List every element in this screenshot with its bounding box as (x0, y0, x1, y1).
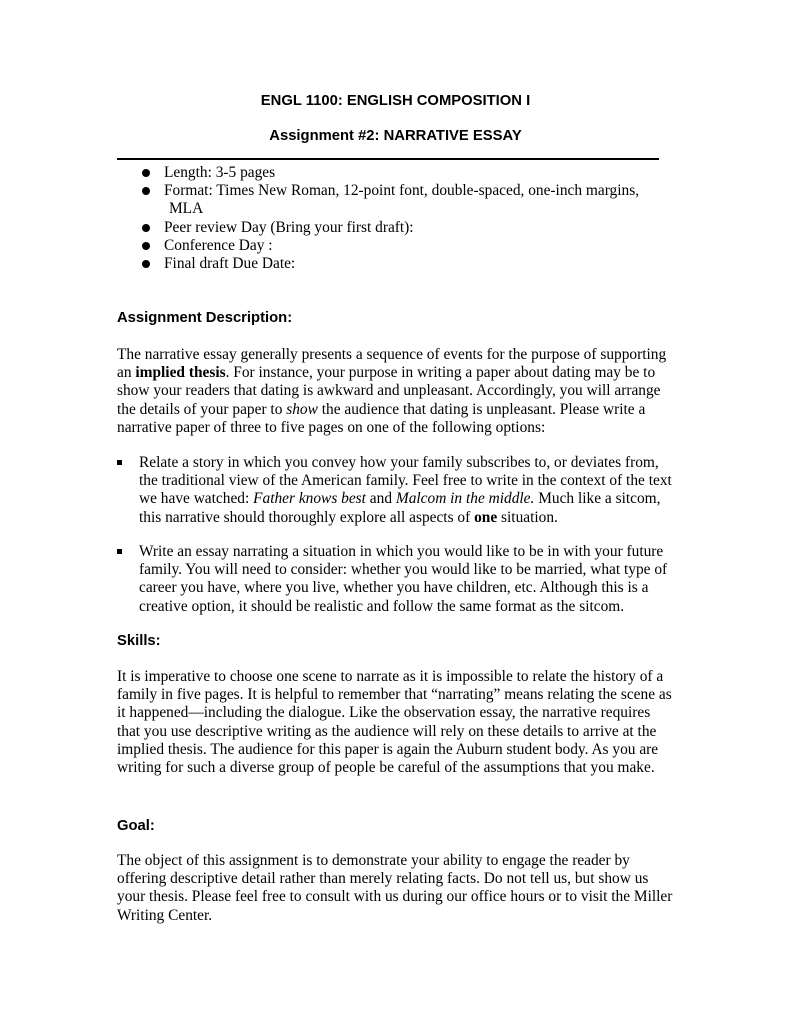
skills-paragraph: It is imperative to choose one scene to narrate as it is impossible to relate the history of a family in five pages. It is helpful to remember that “narrating” means relating the scene as it happened—including the dialogue. Like the observation essay, the narrative requires that you use descriptive writing as the audience will rely on these details to arrive at the implied thesis. The audience for this paper is again the Auburn student body. As you are writing for such a diverse group of people be careful of the assumptions that you make. (117, 668, 672, 777)
description-bold-text: implied thesis (135, 364, 226, 382)
option-item-1 (117, 454, 677, 527)
bullet-icon (142, 187, 150, 195)
square-bullet-icon (117, 549, 122, 554)
option-text: Write an essay narrating a situation in which you would like to be in with your future family. You will need to consider: whether you would like to be married, what type of career you have, where you live, whether you have children, etc. Although this is a creative option, it should be realistic and follow the same format as the sitcom. (139, 543, 668, 615)
show-title-2: Malcom in the middle. (395, 490, 535, 508)
option-text-part: Much like a sitcom, this narrative should thoroughly explore all aspects of (139, 490, 661, 526)
course-title: ENGL 1100: ENGLISH COMPOSITION I (260, 93, 531, 109)
requirement-peer-review (141, 219, 661, 237)
section-heading-description: Assignment Description: (117, 310, 293, 326)
bullet-icon (142, 169, 150, 177)
description-text: . For instance, your purpose in writing a paper about dating may be to show your readers that dating is awkward and unpleasant. Accordingly, you will arrange the details of your paper to (117, 364, 661, 418)
requirement-text: Final draft Due Date: (164, 255, 296, 273)
option-item-2 (117, 543, 677, 616)
requirements-list (141, 164, 661, 273)
requirement-text: Length: 3-5 pages (164, 164, 276, 181)
option-bold-text: one (474, 508, 498, 526)
requirement-text: Conference Day : (164, 236, 273, 254)
requirement-text: Peer review Day (Bring your first draft): (164, 218, 414, 236)
show-title-1: Father knows best (253, 490, 366, 508)
requirement-conference (141, 237, 661, 255)
section-heading-goal: Goal: (117, 818, 155, 834)
requirement-length (141, 164, 661, 182)
goal-paragraph: The object of this assignment is to demonstrate your ability to engage the reader by offering descriptive detail rather than merely relating facts. Do not tell us, but show us your thesis. Please feel free to consult with us during our office hours or to visit the Miller Writing Center. (117, 852, 673, 924)
requirement-text: Format: Times New Roman, 12-point font, double-spaced, one-inch margins, (164, 182, 640, 200)
option-text-part: situation. (497, 508, 558, 526)
square-bullet-icon (117, 460, 122, 465)
bullet-icon (142, 224, 150, 232)
requirement-format (141, 182, 661, 218)
requirement-due-date (141, 255, 661, 273)
description-italic-text: show (286, 400, 318, 418)
section-heading-skills: Skills: (117, 633, 161, 649)
description-text: the audience that dating is unpleasant. Please write a narrative paper of three to five pages on one of the following options: (117, 400, 646, 436)
assignment-title: Assignment #2: NARRATIVE ESSAY (269, 128, 522, 144)
bullet-icon (142, 260, 150, 268)
requirement-text-continued: MLA (169, 200, 204, 218)
bullet-icon (142, 242, 150, 250)
option-text-part: and (365, 490, 396, 508)
option-text-part: Relate a story in which you convey how your family subscribes to, or deviates from, the traditional view of the American family. Feel free to write in the context of the text we have watched: (139, 454, 672, 508)
option-text (117, 454, 677, 527)
title-divider (117, 158, 659, 160)
description-paragraph (117, 346, 677, 437)
description-text: The narrative essay generally presents a sequence of events for the purpose of supporting an (117, 346, 667, 382)
